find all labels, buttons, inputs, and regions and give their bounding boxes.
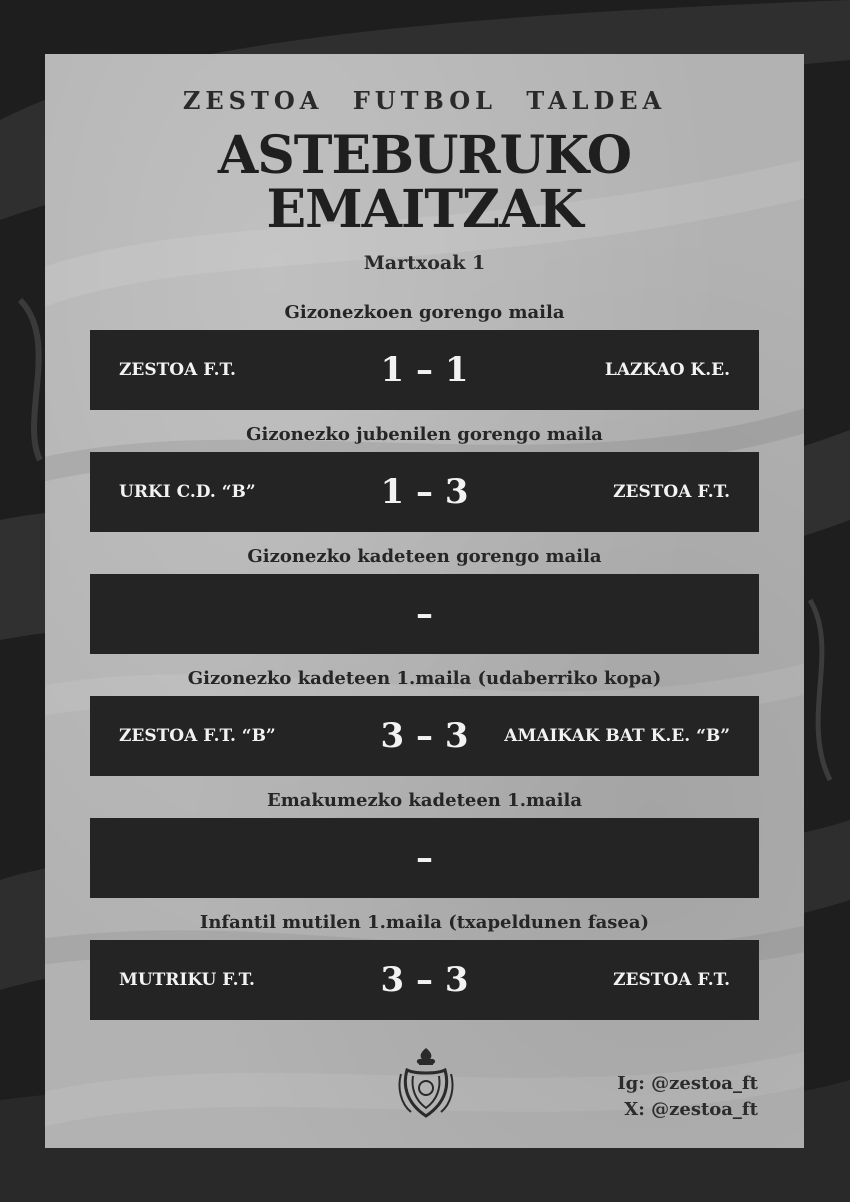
match-row [90,330,759,410]
match-score: 1 – 1 [380,350,469,390]
match-score: – [416,838,433,878]
home-team: URKI C.D. “B” [119,482,256,502]
category-label: Gizonezkoen gorengo maila [284,302,565,323]
match-score: 3 – 3 [380,716,469,756]
match-score: 1 – 3 [380,472,469,512]
category-label: Emakumezko kadeteen 1.maila [266,790,583,811]
match-row [90,574,759,654]
category-label: Gizonezko jubenilen gorengo maila [246,424,603,445]
away-team: AMAIKAK BAT K.E. “B” [504,726,730,746]
match-row [90,696,759,776]
match-row [90,940,759,1020]
away-team: LAZKAO K.E. [604,360,730,380]
match-row [90,452,759,532]
away-team: ZESTOA F.T. [613,482,730,502]
results-card [45,54,804,1148]
category-label: Infantil mutilen 1.maila (txapeldunen fasea) [199,912,650,933]
home-team: ZESTOA F.T. “B” [119,726,276,746]
category-label: Gizonezko kadeteen 1.maila (udaberriko kopa) [187,668,662,689]
x-handle: X: @zestoa_ft [624,1099,758,1120]
club-name: ZESTOA FUTBOL TALDEA [182,86,667,115]
title-line-1: ASTEBURUKO [217,125,632,186]
instagram-handle: Ig: @zestoa_ft [617,1073,758,1094]
home-team: MUTRIKU F.T. [119,970,255,990]
category-label: Gizonezko kadeteen gorengo maila [247,546,602,567]
match-score: – [416,594,433,634]
match-score: 3 – 3 [380,960,469,1000]
away-team: ZESTOA F.T. [613,970,730,990]
match-row [90,818,759,898]
match-date: Martxoak 1 [363,252,486,274]
title-line-2: EMAITZAK [266,179,583,240]
home-team: ZESTOA F.T. [119,360,236,380]
club-crest-icon [395,1044,457,1120]
